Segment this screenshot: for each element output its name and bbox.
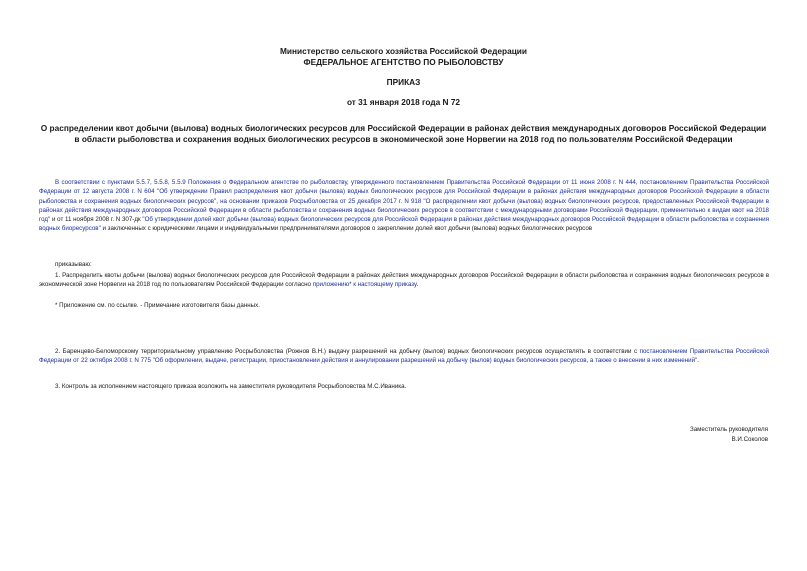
order-word: приказываю: bbox=[55, 261, 92, 268]
signatory-position: Заместитель руководителя bbox=[689, 426, 768, 433]
preamble-text: и от 11 ноября 2008 г. N 307-дк bbox=[50, 216, 143, 224]
preamble-link-order-307[interactable]: "Об утверждении долей квот добычи (вылова) водных биологических ресурсов для Российской Федерации в районах действия международных договоров Российской Федерации в области рыболовства и сохранения водных биоресурсов" bbox=[39, 216, 769, 233]
agency-name: ФЕДЕРАЛЬНОЕ АГЕНТСТВО ПО РЫБОЛОВСТВУ bbox=[303, 57, 504, 67]
order-item-2-end: . bbox=[697, 357, 699, 365]
signatory-name: В.И.Соколов bbox=[731, 436, 768, 443]
order-item-1-text: 1. Распределить квоты добычи (вылова) водных биологических ресурсов для Российской Федерации в районах действия международных договоров Российской Федерации в области рыболовства и сохранения водных биологических ресурсов в экономической зоне Норвегии на 2018 год по пользователям Российской Федерации согласно bbox=[39, 272, 769, 289]
preamble-link-main[interactable]: В соответствии с пунктами 5.5.7, 5.5.8, 5.5.9 Положения о Федеральном агентстве по рыболовству, утвержденного постановлением Правительства Российской Федерации от 11 июня 2008 г. N 444, постановлением Правительства Российской Федерации от 12 августа 2008 г. N 604 "Об утверждении Правил распределения квот добычи (вылова) водных биологических ресурсов для Российской Федерации в районах действия международных договоров Российской Федерации в области рыболовства и сохранения водных биологических ресурсов", на основании приказов Росрыболовства от 25 декабря 2017 г. N 918 "О распределении квот добычи (вылова) водных биологических ресурсов, предоставленных Российской Федерации в районах действия международных договоров Российской Федерации в области рыболовства и сохранения водных биологических ресурсов в соответствии с международными договорами Российской Федерации, применительно к видам квот на 2018 год" bbox=[39, 179, 769, 224]
document-date-number: от 31 января 2018 года N 72 bbox=[346, 97, 461, 107]
preamble-tail: и заключенных с юридическими лицами и индивидуальными предпринимателями договоров о закреплении долей квот добычи (вылова) водных биологических ресурсов bbox=[100, 225, 593, 233]
resolution-775-link[interactable]: постановлением Правительства Российской Федерации от 22 октября 2008 г. N 775 "Об оформлении, выдаче, регистрации, приостановлении действия и аннулировании разрешений на добычу (вылов) водных биологических ресурсов, а также о внесении в них изменений" bbox=[39, 348, 769, 365]
signature-block bbox=[690, 425, 768, 445]
order-item-3: 3. Контроль за исполнением настоящего приказа возложить на заместителя руководителя Росрыболовства М.С.Иваника. bbox=[55, 383, 407, 390]
order-item-1 bbox=[39, 271, 769, 290]
order-item-2 bbox=[39, 347, 769, 366]
footnote: * Приложение см. по ссылке. - Примечание изготовителя базы данных. bbox=[55, 302, 260, 309]
document-title: О распределении квот добычи (вылова) водных биологических ресурсов для Российской Федерации в районах действия международных договоров Российской Федерации в области рыболовства и сохранения водных биологических ресурсов в экономической зоне Норвегии на 2018 год по пользователям Российской Федерации bbox=[40, 123, 767, 145]
preamble-paragraph bbox=[39, 178, 769, 234]
order-item-2-text: 2. Баренцево-Беломорскому территориальному управлению Росрыболовства (Рожнов В.Н.) выдачу разрешений на добычу (вылов) водных биологических ресурсов осуществлять в соответствии с bbox=[55, 348, 640, 355]
document-type: ПРИКАЗ bbox=[386, 77, 421, 87]
appendix-link[interactable]: приложению* к настоящему приказу bbox=[312, 281, 417, 289]
order-item-1-end: . bbox=[416, 281, 419, 289]
ministry-name: Министерство сельского хозяйства Российской Федерации bbox=[280, 46, 527, 56]
